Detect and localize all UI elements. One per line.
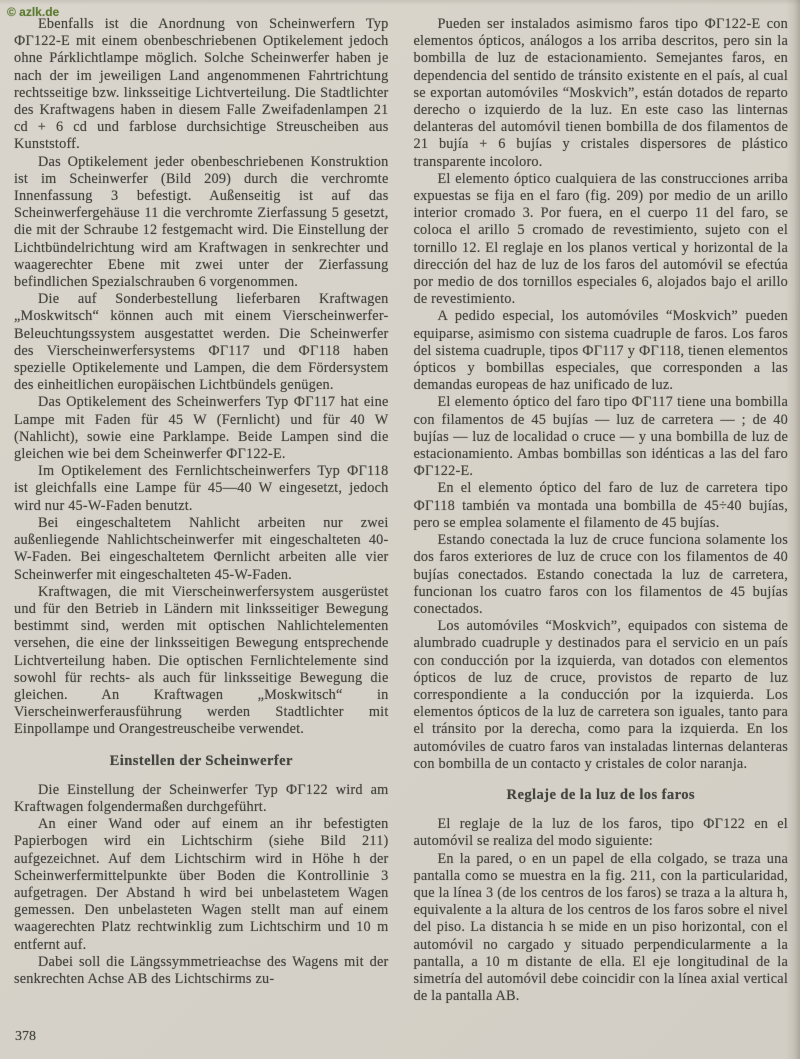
paragraph: En la pared, o en un papel de ella colgado, se traza una pantalla como se muestra en la fig. 211, con la particularidad, que la línea 3 (de los centros de los faros) se traza a la altura h, equivalente a la altura de los centros de los faros sobre el nivel del piso. La distancia h se mide en un piso horizontal, con el automóvil no cargado y situado perpendicularmente a la pantalla, a 10 m distante de ella. El eje longitudinal de la simetría del automóvil debe coincidir con la línea axial vertical de la pantalla AB.	[413, 850, 788, 1005]
paragraph: Das Optikelement jeder obenbeschriebenen Konstruktion ist im Scheinwerfer (Bild 209) durch die verchromte Innenfassung 3 befestigt. Außenseitig ist auf das Scheinwerfergehäuse 11 die verchromte Zierfassung 5 gesetzt, die mit der Schraube 12 festgemacht wird. Die Einstellung der Lichtbündelrichtung wird am Kraftwagen in senkrechter und waagerechter Ebene mit zwei unter der Zierfassung befindlichen Spezialschrauben 6 vorgenommen.	[14, 153, 389, 291]
section-heading-german: Einstellen der Scheinwerfer	[109, 752, 293, 769]
paragraph: Ebenfalls ist die Anordnung von Scheinwerfern Typ ФГ122-Е mit einem obenbeschriebenen Optikelement jedoch ohne Párklichtlampe möglich. Solche Scheinwerfer haben je nach der im jeweiligen Land angenommenen Fahrtrichtung rechtsseitige bzw. linksseitige Lichtverteilung. Die Stadtlichter des Kraftwagens haben in diesem Falle Zweifadenlampen 21 cd + 6 cd und farblose durchsichtige Streuscheiben aus Kunststoff.	[14, 16, 389, 153]
paragraph: An einer Wand oder auf einem an ihr befestigten Papierbogen wird ein Lichtschirm (siehe Bild 211) aufgezeichnet. Auf dem Lichtschirm wird in Höhe h der Scheinwerfermittelpunkte über Boden die Kontrollinie 3 aufgetragen. Der Abstand h wird bei unbelastetem Wagen gemessen. Den unbelasteten Wagen stellt man auf einem waagerechten Platz rechtwinklig zum Lichtschirm und 10 m entfernt auf.	[14, 816, 389, 953]
paragraph-group-german-bottom	[14, 782, 389, 988]
paragraph-group-spanish-bottom	[414, 816, 789, 1005]
paragraph: El reglaje de la luz de los faros, tipo ФГ122 en el automóvil se realiza del modo siguiente:	[413, 816, 788, 850]
paragraph: Im Optikelement des Fernlichtscheinwerfers Typ ФГ118 ist gleichfalls eine Lampe für 45—40 W eingesetzt, jedoch wird nur 45-W-Faden benutzt.	[14, 463, 389, 514]
section-heading-spanish: Reglaje de la luz de los faros	[506, 786, 695, 803]
paragraph: Pueden ser instalados asimismo faros tipo ФГ122-E con elementos ópticos, análogos a los arriba descritos, pero sin la bombilla de luz de estacionamiento. Semejantes faros, en dependencia del sentido de tránsito existente en el país, al cual se exportan automóviles “Moskvich”, están dotados de reparto derecho o izquierdo de la luz. En este caso las linternas delanteras del automóvil tienen bombilla de dos filamentos de 21 bujía + 6 bujías y cristales dispersores de plástico transparente incoloro.	[413, 16, 788, 170]
paragraph: Kraftwagen, die mit Vierscheinwerfersystem ausgerüstet und für den Betrieb in Ländern mit linksseitiger Bewegung bestimmt sind, werden mit optischen Nahlichtelementen versehen, die eine der linksseitigen Bewegung entsprechende Lichtverteilung haben. Die optischen Fernlichtelemente sind sowohl für rechts- als auch für linksseitige Bewegung die gleichen. An Kraftwagen „Moskwitsch“ in Vierscheinwerferausführung werden Stadtlichter mit Einpollampe und Orangestreuscheibe verwendet.	[14, 583, 389, 738]
paragraph: El elemento óptico cualquiera de las construcciones arriba expuestas se fija en el faro (fig. 209) por medio de un arillo interior cromado 3. Por fuera, en el cuerpo 11 del faro, se coloca el arillo 5 cromado de revestimiento, sujeto con el tornillo 12. El reglaje en los planos vertical y horizontal de la dirección del haz de luz de los faros del automóvil se efectúa por medio de dos tornillos especiales 6, alojados bajo el arillo de revestimiento.	[413, 170, 788, 308]
paragraph: Die auf Sonderbestellung lieferbaren Kraftwagen „Moskwitsch“ können auch mit einem Vierscheinwerfer-Beleuchtungssystem ausgestattet werden. Die Scheinwerfer des Vierscheinwerfersystems ФГ117 und ФГ118 haben spezielle Optikelemente und Lampen, die dem Fördersystem des einheitlichen europäischen Lichtbündels genügen.	[14, 291, 389, 394]
paragraph: Estando conectada la luz de cruce funciona solamente los dos faros exteriores de luz de cruce con los filamentos de 40 bujías conectados. Estando conectada la luz de carretera, funcionan los cuatro faros con los filamentos de 45 bujías conectados.	[413, 532, 788, 617]
watermark-azlk: © azlk.de	[7, 5, 60, 19]
paragraph-group-spanish-top	[414, 16, 789, 773]
page-number: 378	[15, 1029, 36, 1044]
paragraph: Das Optikelement des Scheinwerfers Typ ФГ117 hat eine Lampe mit Faden für 45 W (Fernlicht) und für 40 W (Nahlicht), sowie eine Parklampe. Beide Lampen sind die gleichen wie bei dem Scheinwerfer ФГ122-E.	[14, 394, 389, 463]
right-column-spanish	[414, 16, 789, 1005]
left-column-german	[14, 16, 389, 1005]
paragraph: Die Einstellung der Scheinwerfer Typ ФГ122 wird am Kraftwagen folgendermaßen durchgeführt.	[14, 781, 389, 815]
text-columns	[14, 16, 788, 1005]
paragraph: Los automóviles “Moskvich”, equipados con sistema de alumbrado cuadruple y destinados para el servicio en un país con conducción por la izquierda, van dotados con elementos ópticos de luz de cruce, provistos de reparto de luz correspondiente a la conducción por la izquierda. Los elementos ópticos de la luz de carretera son iguales, tanto para el tránsito por la derecha, como para la izquierda. En los automóviles de cuatro faros van instaladas linternas delanteras con bombilla de un contacto y cristales de color naranja.	[413, 618, 788, 772]
paragraph: En el elemento óptico del faro de luz de carretera tipo ФГ118 también va montada una bombilla de 45÷40 bujías, pero se emplea solamente el filamento de 45 bujías.	[413, 480, 788, 531]
paragraph-group-german-top	[14, 16, 389, 739]
paragraph: El elemento óptico del faro tipo ФГ117 tiene una bombilla con filamentos de 45 bujías — luz de carretera — ; de 40 bujías — luz de localidad o cruce — y una bombilla de luz de estacionamiento. Ambas bombillas son idénticas a las del faro ФГ122-E.	[413, 394, 788, 480]
paragraph: Dabei soll die Längssymmetrieachse des Wagens mit der senkrechten Achse AB des Lichtschirms zu-	[14, 953, 389, 987]
paragraph: Bei eingeschaltetem Nahlicht arbeiten nur zwei außenliegende Nahlichtscheinwerfer mit eingeschalteten 40-W-Faden. Bei eingeschaltetem Фernlicht arbeiten alle vier Scheinwerfer mit eingeschalteten 45-W-Faden.	[14, 514, 389, 583]
paragraph: A pedido especial, los automóviles “Moskvich” pueden equiparse, asimismo con sistema cuadruple de faros. Los faros del sistema cuadruple, tipos ФГ117 y ФГ118, tienen elementos ópticos y bombillas especiales, que corresponden a las demandas europeas de haz unificado de luz.	[413, 308, 788, 394]
